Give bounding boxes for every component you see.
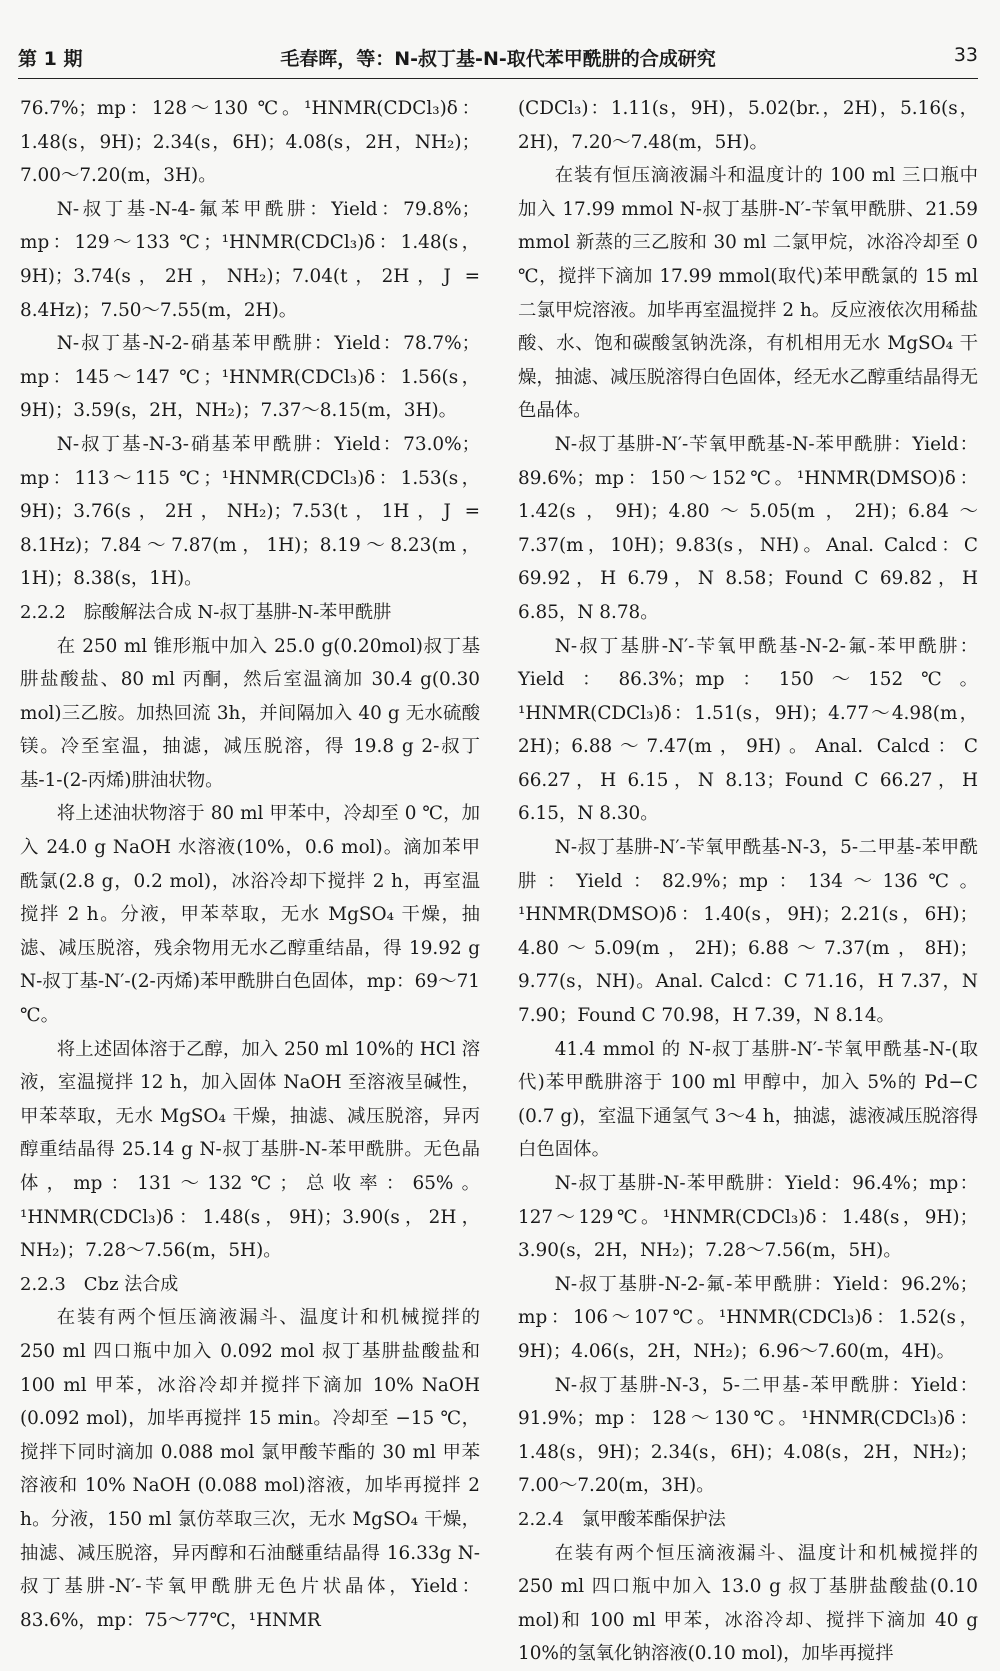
running-title: 毛春晖，等：N-叔丁基-N-取代苯甲酰肼的合成研究 (280, 48, 716, 70)
right-column (518, 92, 978, 1671)
left-column (20, 92, 480, 1637)
paragraph: N-叔丁基-N-2-硝基苯甲酰肼：Yield：78.7%；mp：145～147 ℃；¹HNMR(CDCl₃)δ：1.56(s，9H)；3.59(s，2H，NH₂)；7.37～8.15(m，3H)。 (20, 333, 480, 422)
paragraph: N-叔丁基肼-N′-苄氧甲酰基-N-3，5-二甲基-苯甲酰肼：Yield：82.9%；mp：134～136℃。¹HNMR(DMSO)δ：1.40(s，9H)；2.21(s，6H)；4.80～5.09(m，2H)；6.88～7.37(m，8H)；9.77(s，NH)。Anal. Calcd：C 71.16，H 7.37，N 7.90；Found C 70.98，H 7.39，N 8.14。 (518, 837, 978, 1027)
section-heading: 2.2.3 Cbz 法合成 (20, 1273, 179, 1295)
page-number: 33 (953, 44, 978, 66)
issue-number: 第 1 期 (18, 48, 83, 70)
paragraph: 41.4 mmol 的 N-叔丁基肼-N′-苄氧甲酰基-N-(取代)苯甲酰肼溶于 100 ml 甲醇中，加入 5%的 Pd−C (0.7 g)，室温下通氢气 3～4 h，抽滤，滤液减压脱溶得白色固体。 (518, 1038, 978, 1161)
paragraph: N-叔丁基肼-N′-苄氧甲酰基-N-2-氟-苯甲酰肼：Yield：86.3%；mp：150～152℃。¹HNMR(CDCl₃)δ：1.51(s，9H)；4.77～4.98(m，2H)；6.88～7.47(m，9H)。Anal. Calcd：C 66.27，H 6.15，N 8.13；Found C 66.27，H 6.15，N 8.30。 (518, 635, 978, 825)
page-header (18, 38, 978, 72)
section-heading: 2.2.4 氯甲酸苯酯保护法 (518, 1508, 726, 1530)
paragraph: 在装有两个恒压滴液漏斗、温度计和机械搅拌的 250 ml 四口瓶中加入 0.092 mol 叔丁基肼盐酸盐和 100 ml 甲苯，冰浴冷却并搅拌下滴加 10% NaOH (0.092 mol)，加毕再搅拌 15 min。冷却至 −15 ℃，搅拌下同时滴加 0.088 mol 氯甲酸苄酯的 30 ml 甲苯溶液和 10% NaOH (0.088 mol)溶液，加毕再搅拌 2 h。分液，150 ml 氯仿萃取三次，无水 MgSO₄ 干燥，抽滤、减压脱溶，异丙醇和石油醚重结晶得 16.33g N-叔丁基肼-N′-苄氧甲酰肼无色片状晶体，Yield：83.6%，mp：75～77℃，¹HNMR (20, 1307, 480, 1631)
paragraph: 将上述油状物溶于 80 ml 甲苯中，冷却至 0 ℃，加入 24.0 g NaOH 水溶液(10%，0.6 mol)。滴加苯甲酰氯(2.8 g，0.2 mol)，冰浴冷却下搅拌 2 h，再室温搅拌 2 h。分液，甲苯萃取，无水 MgSO₄ 干燥，抽滤、减压脱溶，残余物用无水乙醇重结晶，得 19.92 g N-叔丁基-N′-(2-丙烯)苯甲酰肼白色固体，mp：69～71 ℃。 (20, 803, 480, 1027)
paragraph: N-叔丁基肼-N-2-氟-苯甲酰肼：Yield：96.2%；mp：106～107℃。¹HNMR(CDCl₃)δ：1.52(s，9H)；4.06(s，2H，NH₂)；6.96～7.60(m，4H)。 (518, 1273, 978, 1362)
paragraph: (CDCl₃)：1.11(s，9H)，5.02(br.，2H)，5.16(s，2H)，7.20～7.48(m，5H)。 (518, 98, 978, 153)
paragraph: N-叔丁基肼-N-苯甲酰肼：Yield：96.4%；mp：127～129℃。¹HNMR(CDCl₃)δ：1.48(s，9H)；3.90(s，2H，NH₂)；7.28～7.56(m，5H)。 (518, 1173, 978, 1262)
paragraph: N-叔丁基-N-3-硝基苯甲酰肼：Yield：73.0%；mp：113～115 ℃；¹HNMR(CDCl₃)δ：1.53(s，9H)；3.76(s，2H，NH₂)；7.53(t，1H，J = 8.1Hz)；7.84～7.87(m，1H)；8.19～8.23(m，1H)；8.38(s，1H)。 (20, 433, 480, 590)
paragraph: N-叔丁基肼-N-3，5-二甲基-苯甲酰肼：Yield：91.9%；mp：128～130℃。¹HNMR(CDCl₃)δ：1.48(s，9H)；2.34(s，6H)；4.08(s，2H，NH₂)；7.00～7.20(m，3H)。 (518, 1374, 978, 1497)
section-heading: 2.2.2 腙酸解法合成 N-叔丁基肼-N-苯甲酰肼 (20, 601, 392, 623)
header-rule (18, 78, 978, 79)
paragraph: 在装有两个恒压滴液漏斗、温度计和机械搅拌的 250 ml 四口瓶中加入 13.0 g 叔丁基肼盐酸盐(0.10 mol)和 100 ml 甲苯，冰浴冷却、搅拌下滴加 40 g 10%的氢氧化钠溶液(0.10 mol)，加毕再搅拌 (518, 1542, 978, 1665)
paragraph: 在装有恒压滴液漏斗和温度计的 100 ml 三口瓶中加入 17.99 mmol N-叔丁基肼-N′-苄氧甲酰肼、21.59 mmol 新蒸的三乙胺和 30 ml 二氯甲烷，冰浴冷却至 0 ℃，搅拌下滴加 17.99 mmol(取代)苯甲酰氯的 15 ml 二氯甲烷溶液。加毕再室温搅拌 2 h。反应液依次用稀盐酸、水、饱和碳酸氢钠洗涤，有机相用无水 MgSO₄ 干燥，抽滤、减压脱溶得白色固体，经无水乙醇重结晶得无色晶体。 (518, 165, 978, 422)
paragraph: 将上述固体溶于乙醇，加入 250 ml 10%的 HCl 溶液，室温搅拌 12 h，加入固体 NaOH 至溶液呈碱性，甲苯萃取，无水 MgSO₄ 干燥，抽滤、减压脱溶，异丙醇重结晶得 25.14 g N-叔丁基肼-N-苯甲酰肼。无色晶体，mp：131～132℃；总收率：65%。¹HNMR(CDCl₃)δ：1.48(s，9H)；3.90(s，2H，NH₂)；7.28～7.56(m，5H)。 (20, 1038, 480, 1262)
paragraph: N-叔丁基肼-N′-苄氧甲酰基-N-苯甲酰肼：Yield：89.6%；mp：150～152℃。¹HNMR(DMSO)δ：1.42(s，9H)；4.80～5.05(m，2H)；6.84～7.37(m，10H)；9.83(s，NH)。Anal. Calcd：C 69.92，H 6.79，N 8.58；Found C 69.82，H 6.85，N 8.78。 (518, 433, 978, 623)
paragraph: 在 250 ml 锥形瓶中加入 25.0 g(0.20mol)叔丁基肼盐酸盐、80 ml 丙酮，然后室温滴加 30.4 g(0.30 mol)三乙胺。加热回流 3h，并间隔加入 40 g 无水硫酸镁。冷至室温，抽滤，减压脱溶，得 19.8 g 2-叔丁基-1-(2-丙烯)肼油状物。 (20, 635, 480, 791)
paragraph: 76.7%；mp：128～130 ℃。¹HNMR(CDCl₃)δ：1.48(s，9H)；2.34(s，6H)；4.08(s，2H，NH₂)；7.00～7.20(m，3H)。 (20, 98, 480, 187)
paragraph: N-叔丁基-N-4-氟苯甲酰肼：Yield：79.8%；mp：129～133 ℃；¹HNMR(CDCl₃)δ：1.48(s，9H)；3.74(s，2H，NH₂)；7.04(t，2H，J = 8.4Hz)；7.50～7.55(m，2H)。 (20, 198, 480, 321)
